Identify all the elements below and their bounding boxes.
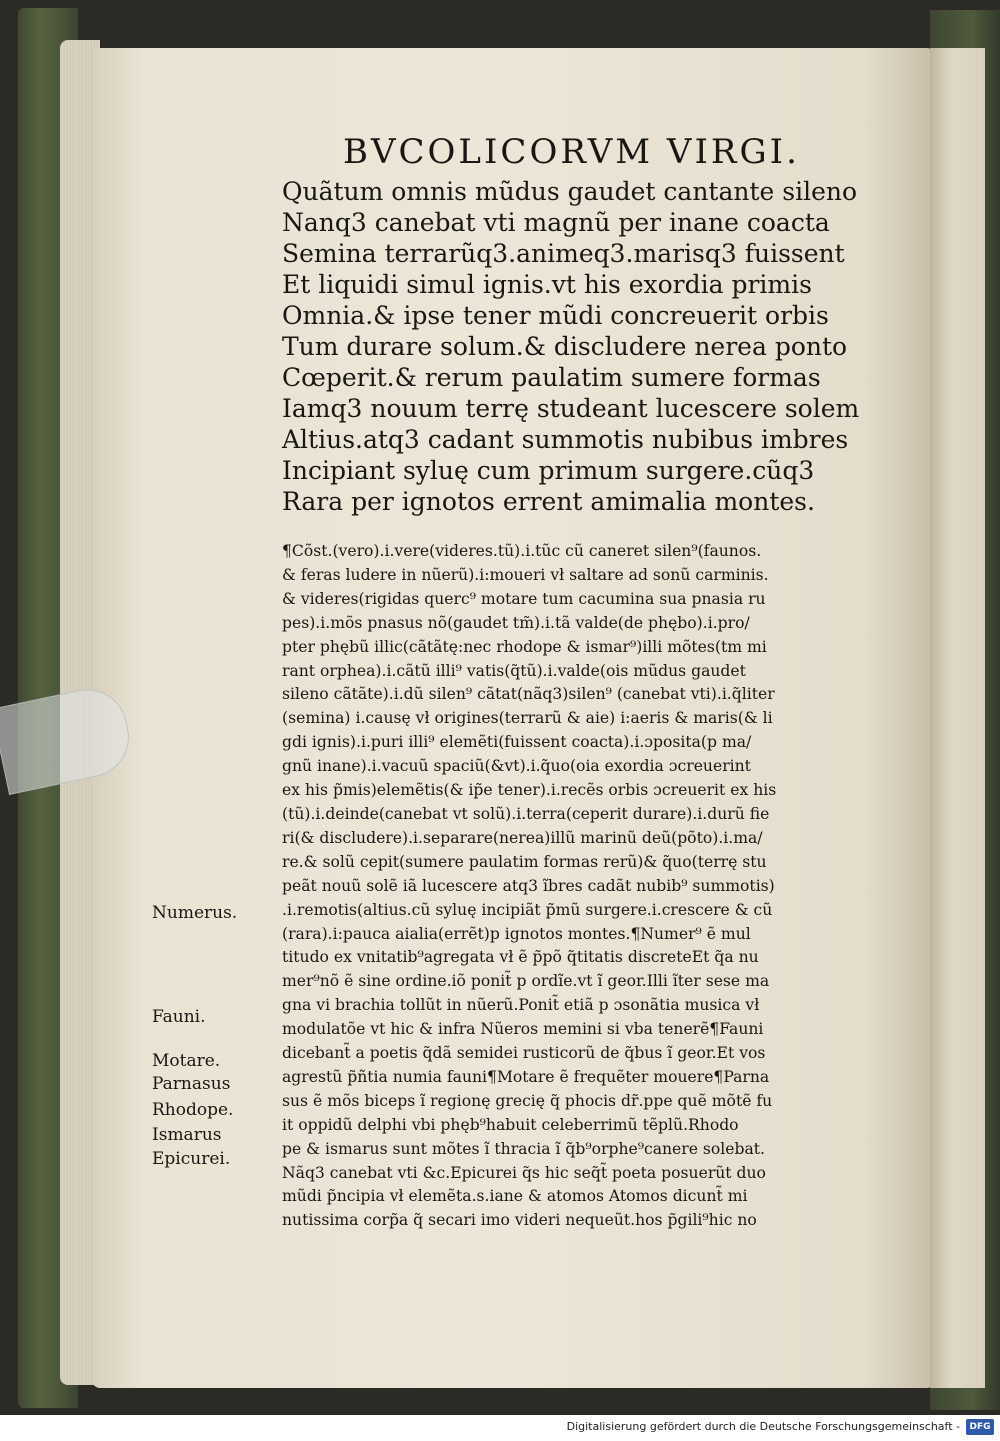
commentary-line: gdi ignis).i.puri illi⁹ elemẽti(fuissent coacta).i.ɔposita(p ma/	[282, 733, 752, 752]
marginal-note-rhodope: Rhodope.	[152, 1100, 234, 1120]
commentary-line: mer⁹nõ ẽ sine ordine.iõ ponit̃ p ordĩe.vt ĩ geor.Illi ĩter sese ma	[282, 972, 770, 991]
commentary-line: it oppidũ delphi vbi phęb⁹habuit celeberrimũ tẽplũ.Rhodo	[282, 1115, 739, 1134]
marginal-note-ismarus: Ismarus	[152, 1125, 222, 1145]
commentary-line: peãt nouũ solẽ iã lucescere atq3 ĩbres cadãt nubib⁹ summotis)	[282, 876, 775, 895]
marginal-note-parnasus: Parnasus	[152, 1074, 231, 1094]
page-heading: BVCOLICORVM VIRGI.	[343, 132, 800, 172]
dfg-logo: DFG	[966, 1419, 994, 1435]
footer-bar	[0, 1415, 1000, 1441]
marginal-note-numerus: Numerus.	[152, 903, 238, 923]
commentary-line: pe & ismarus sunt mõtes ĩ thracia ĩ q̃b⁹orphe⁹canere solebat.	[282, 1139, 766, 1158]
facing-page-edge	[930, 48, 985, 1388]
marginal-note-epicurei: Epicurei.	[152, 1149, 231, 1169]
commentary-line: modulatõe vt hic & infra Nũeros memini si vba tenerẽ¶Fauni	[282, 1020, 764, 1039]
commentary-line: agrestũ p̃ñtia numia fauni¶Motare ẽ frequẽter mouere¶Parna	[282, 1067, 770, 1086]
commentary-line: (tũ).i.deinde(canebat vt solũ).i.terra(ceperit durare).i.durũ fie	[282, 804, 770, 823]
verse-line: Tum durare solum.& discludere nerea ponto	[282, 332, 848, 361]
commentary-line: Nãq3 canebat vti &c.Epicurei q̃s hic seq̃t̃ poeta posuerũt duo	[282, 1163, 766, 1182]
verse-line: Incipiant syluę cum primum surgere.cũq3	[282, 456, 815, 485]
commentary-line: & feras ludere in nũerũ).i:moueri vł saltare ad sonũ carminis.	[282, 565, 769, 584]
verse-line: Semina terrarũq3.animeq3.marisq3 fuissent	[282, 239, 845, 268]
verse-block	[282, 176, 862, 517]
commentary-line: (semina) i.causę vł origines(terrarũ & aie) i:aeris & maris(& li	[282, 709, 773, 728]
commentary-line: sileno cãtãte).i.dũ silen⁹ cãtat(nãq3)silen⁹ (canebat vti).i.q̃liter	[282, 685, 775, 704]
commentary-line: titudo ex vnitatib⁹agregata vł ẽ p̃põ q̃titatis discreteEt q̃a nu	[282, 948, 759, 967]
commentary-line: ¶Cõst.(vero).i.vere(videres.tũ).i.tũc cũ caneret silen⁹(faunos.	[282, 542, 762, 560]
commentary-line: .i.remotis(altius.cũ syluę incipiãt p̃mũ surgere.i.crescere & cũ	[282, 900, 773, 919]
verse-line: Omnia.& ipse tener mũdi concreuerit orbis	[282, 301, 829, 330]
commentary-line: pter phębũ illic(cãtãtę:nec rhodope & ismar⁹)illi mõtes(tm mi	[282, 637, 767, 656]
commentary-line: nutissima corp̃a q̃ secari imo videri nequeũt.hos p̃gili⁹hic no	[282, 1211, 757, 1230]
funding-credit: Digitalisierung gefördert durch die Deutsche Forschungsgemeinschaft -	[566, 1420, 960, 1433]
commentary-line: (rara).i:pauca aialia(errẽt)p ignotos montes.¶Numer⁹ ẽ mul	[282, 924, 751, 943]
verse-line: Et liquidi simul ignis.vt his exordia primis	[282, 270, 812, 299]
commentary-line: pes).i.mõs pnasus nõ(gaudet tm̃).i.tã valde(de phębo).i.pro/	[282, 613, 750, 632]
marginal-note-motare: Motare.	[152, 1051, 221, 1071]
commentary-line: ex his p̃mis)elemẽtis(& ip̃e tener).i.recẽs orbis ɔcreuerit ex his	[282, 781, 777, 800]
commentary-line: dicebant̃ a poetis q̃dã semidei rusticorũ de q̃bus ĩ geor.Et vos	[282, 1044, 766, 1063]
commentary-line: mũdi p̃ncipia vł elemẽta.s.iane & atomos Atomos dicunt̃ mi	[282, 1187, 748, 1206]
verse-line: Iamq3 nouum terrę studeant lucescere solem	[282, 394, 860, 423]
verse-line: Quãtum omnis mũdus gaudet cantante sileno	[282, 177, 858, 206]
commentary-line: re.& solũ cepit(sumere paulatim formas rerũ)& q̃uo(terrę stu	[282, 852, 767, 871]
verse-line: Cœperit.& rerum paulatim sumere formas	[282, 363, 821, 392]
verse-line: Nanq3 canebat vti magnũ per inane coacta	[282, 208, 830, 237]
commentary-line: gnũ inane).i.vacuũ spaciũ(&vt).i.q̃uo(oia exordia ɔcreuerint	[282, 757, 751, 776]
commentary-line: gna vi brachia tollũt in nũerũ.Ponit̃ etiã p ɔsonãtia musica vł	[282, 996, 760, 1015]
marginal-note-fauni: Fauni.	[152, 1007, 206, 1027]
commentary-line: sus ẽ mõs biceps ĩ regionę grecię q̃ phocis dr̃.ppe quẽ mõtẽ fu	[282, 1091, 773, 1110]
commentary-line: & videres(rigidas querc⁹ motare tum cacumina sua pnasia ru	[282, 589, 766, 608]
commentary-line: rant orphea).i.cãtũ illi⁹ vatis(q̃tũ).i.valde(ois mũdus gaudet	[282, 661, 746, 680]
verse-line: Altius.atq3 cadant summotis nubibus imbres	[282, 425, 849, 454]
commentary-line: ri(& discludere).i.separare(nerea)illũ marinũ deũ(põto).i.ma/	[282, 828, 763, 847]
commentary-block	[282, 540, 882, 1233]
verse-line: Rara per ignotos errent amimalia montes.	[282, 487, 815, 516]
